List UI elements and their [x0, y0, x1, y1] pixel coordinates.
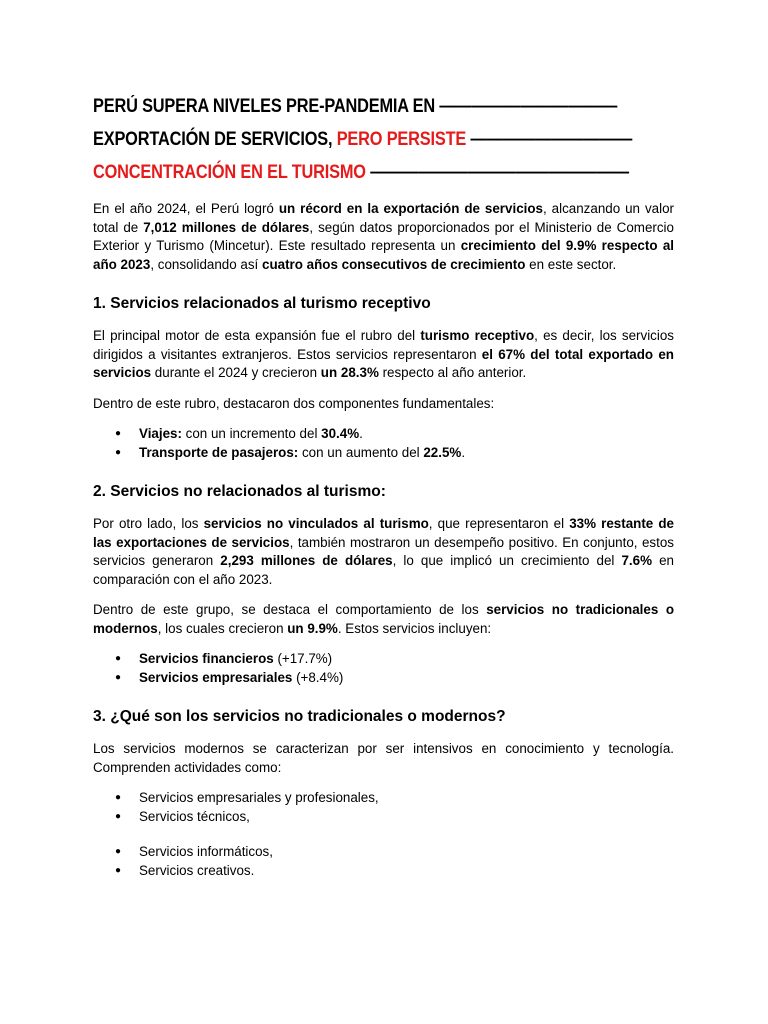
s2p1-text-2: , que representaron el: [428, 516, 570, 531]
title-line-3: [93, 156, 629, 189]
title-line-2-dash: ——————————: [466, 129, 633, 150]
list-item: [93, 669, 674, 688]
list-item-label: Viajes:: [139, 426, 182, 441]
section-3-list-a: [93, 789, 674, 826]
list-item: [93, 650, 674, 669]
intro-paragraph: [93, 200, 674, 274]
s2p1-text-1: Por otro lado, los: [93, 516, 204, 531]
title-line-1: PERÚ SUPERA NIVELES PRE-PANDEMIA EN ———————————: [93, 96, 618, 117]
list-item: ● Servicios creativos.: [93, 862, 674, 881]
intro-text-5: en este sector.: [525, 256, 617, 272]
intro-text-2: , alcanzando un valor total de: [93, 201, 674, 235]
intro-bold-3: crecimiento del 9.9% respecto al año 2023: [93, 238, 674, 272]
list-item-text: (+17.7%): [273, 651, 333, 666]
list-item-label: Servicios empresariales: [139, 669, 293, 685]
s2p2-bold-2: un 9.9%: [287, 620, 338, 636]
section-1-paragraph-2: Dentro de este rubro, destacaron dos componentes fundamentales:: [93, 395, 495, 411]
section-3-paragraph-1: Los servicios modernos se caracterizan por ser intensivos en conocimiento y tecnología. Comprenden actividades como:: [93, 741, 674, 775]
intro-bold-2: 7,012 millones de dólares: [143, 219, 310, 235]
s2p1-bold-4: 7.6%: [621, 553, 653, 568]
list-item-text: con un incremento del: [181, 426, 322, 441]
s2p1-text-3: , también mostraron un desempeño positivo. En conjunto, estos servicios generaron: [93, 534, 674, 568]
s1p1-text-4: respecto al año anterior.: [378, 365, 527, 380]
title-line-3-red: CONCENTRACIÓN EN EL TURISMO: [93, 162, 366, 183]
s2p1-bold-1: servicios no vinculados al turismo: [203, 516, 429, 531]
title-line-2-black: EXPORTACIÓN DE SERVICIOS,: [93, 129, 337, 150]
title-line-2: [93, 123, 633, 156]
s2p1-text-5: en comparación con el año 2023.: [93, 553, 674, 587]
section-2-heading: 2. Servicios no relacionados al turismo:: [93, 483, 386, 500]
s1p1-text-1: El principal motor de esta expansión fue el rubro del: [93, 328, 421, 343]
intro-text-3: , según datos proporcionados por el Ministerio de Comercio Exterior y Turismo (Mincetur). Este resultado representa un: [93, 219, 674, 253]
intro-bold-4: cuatro años consecutivos de crecimiento: [262, 256, 526, 272]
list-item-value: 30.4%: [321, 426, 360, 441]
section-1-heading: 1. Servicios relacionados al turismo receptivo: [93, 295, 431, 312]
section-2-list: [93, 650, 674, 687]
s2p2-bold-1: servicios no tradicionales o modernos: [93, 602, 674, 636]
s2p1-bold-3: 2,293 millones de dólares: [220, 553, 393, 568]
list-item: ● Servicios empresariales y profesionales,: [93, 789, 674, 808]
section-2-paragraph-1: [93, 515, 674, 589]
list-item: ● Servicios técnicos,: [93, 808, 674, 827]
title-line-2-red: PERO PERSISTE: [336, 129, 467, 150]
list-item-end: .: [359, 426, 363, 441]
s1p1-text-2: , es decir, los servicios dirigidos a visitantes extranjeros. Estos servicios representaron: [93, 328, 674, 362]
s2p2-text-2: , los cuales crecieron: [157, 620, 288, 636]
list-item-text: con un aumento del: [298, 444, 424, 460]
intro-text-1: En el año 2024, el Perú logró: [93, 201, 279, 216]
list-item: [93, 425, 674, 444]
list-item-text: (+8.4%): [292, 669, 344, 685]
section-1-list: [93, 425, 674, 462]
s2p2-text-3: . Estos servicios incluyen:: [337, 620, 492, 636]
s1p1-text-3: durante el 2024 y crecieron: [151, 365, 321, 380]
s2p1-bold-2: 33% restante de las exportaciones de servicios: [93, 516, 674, 550]
document-title: [93, 90, 633, 189]
section-3-list-b: [93, 843, 674, 880]
intro-bold-1: un récord en la exportación de servicios: [278, 201, 543, 216]
list-item-value: 22.5%: [423, 444, 462, 460]
title-line-3-dash: ————————————————: [365, 162, 629, 183]
intro-text-4: , consolidando así: [150, 256, 262, 272]
s1p1-bold-2: el 67% del total exportado en servicios: [93, 346, 674, 380]
list-item: ● Servicios informáticos,: [93, 843, 674, 862]
list-item-label: Servicios financieros: [139, 651, 274, 666]
s1p1-bold-1: turismo receptivo: [420, 328, 535, 343]
list-item-label: Transporte de pasajeros:: [139, 444, 299, 460]
list-item: [93, 444, 674, 463]
s2p1-text-4: , lo que implicó un crecimiento del: [392, 553, 622, 568]
section-1-paragraph-1: [93, 327, 674, 383]
s1p1-bold-3: un 28.3%: [320, 365, 379, 380]
s2p2-text-1: Dentro de este grupo, se destaca el comportamiento de los: [93, 602, 487, 617]
document-body: [93, 200, 674, 892]
section-3-heading: 3. ¿Qué son los servicios no tradicionales o modernos?: [93, 708, 506, 725]
list-item-end: .: [461, 444, 466, 460]
list-spacer: [93, 826, 674, 843]
section-2-paragraph-2: [93, 601, 674, 638]
